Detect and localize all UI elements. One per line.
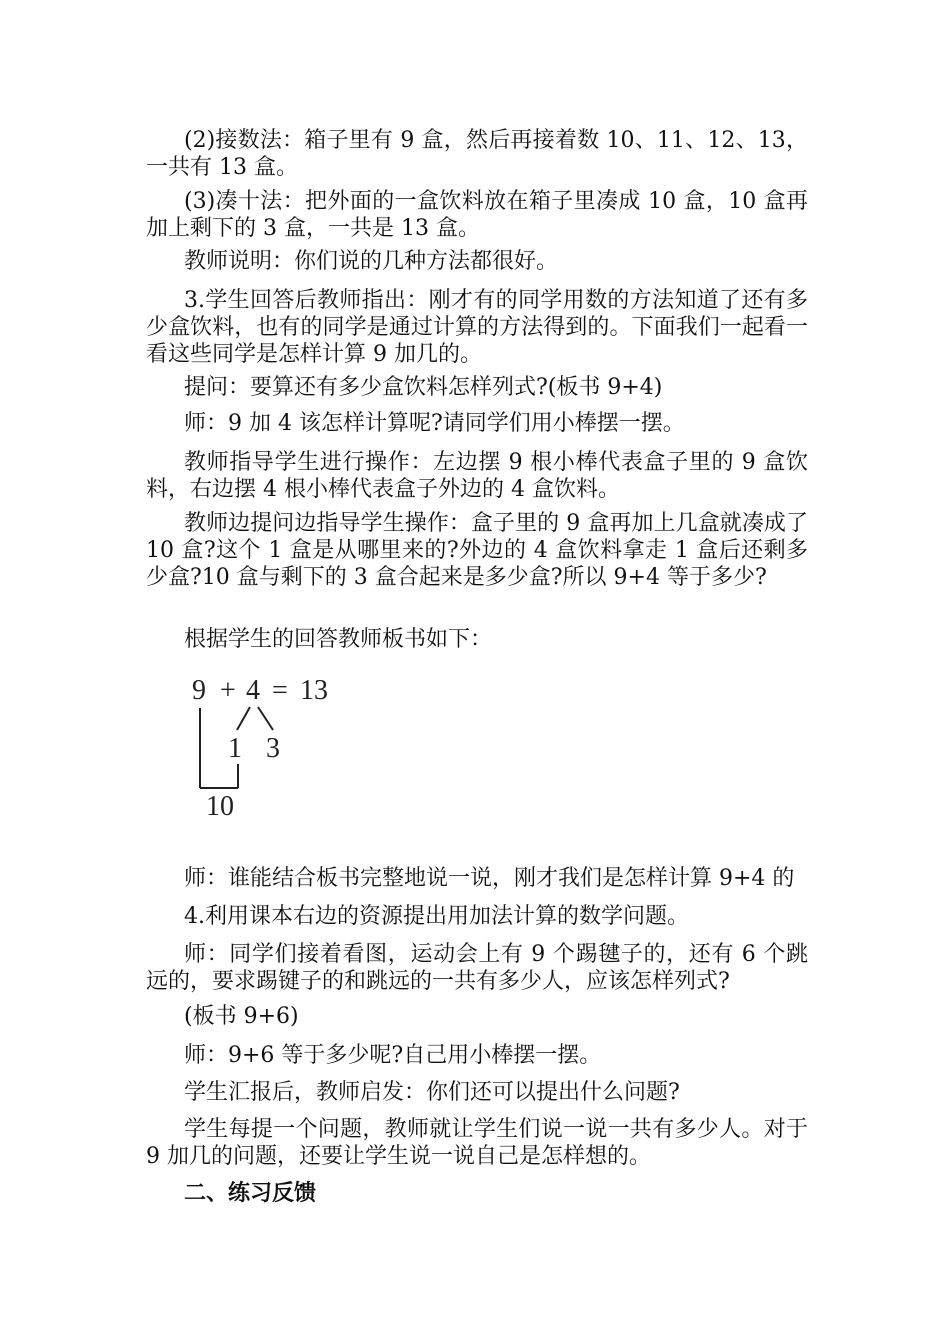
paragraph-9-plus-6: 师：9+6 等于多少呢?自己用小棒摆一摆。 [184,1043,602,1068]
paragraph-guide-operation: 教师指导学生进行操作：左边摆 9 根小棒代表盒子里的 9 盒饮料，右边摆 4 根小棒代表盒子外边的 4 盒饮料。 [146,450,808,502]
paragraph-board-intro: 根据学生的回答教师板书如下： [184,627,493,652]
board-split-1: 1 [228,733,242,764]
board-result-13: 13 [300,675,328,706]
paragraph-teacher-inspire: 学生汇报后，教师启发：你们还可以提出什么问题? [184,1080,680,1105]
paragraph-question: 提问：要算还有多少盒饮料怎样列式?(板书 9+4) [184,375,663,400]
paragraph-method-counting-on: (2)接数法：箱子里有 9 盒，然后再接着数 10、11、12、13，一共有 13 盒。 [146,128,808,180]
paragraph-teacher-summary: 师：谁能结合板书完整地说一说，刚才我们是怎样计算 9+4 的 [184,866,795,891]
paragraph-teacher-ask: 师：9 加 4 该怎样计算呢?请同学们用小棒摆一摆。 [184,411,685,436]
board-equals-sign: = [272,675,288,706]
paragraph-student-questions: 学生每提一个问题，教师就让学生们说一说一共有多少人。对于 9 加几的问题，还要让学生说一说自己是怎样想的。 [146,1117,808,1169]
paragraph-step-4: 4.利用课本右边的资源提出用加法计算的数学问题。 [184,904,689,929]
board-number-4: 4 [246,675,260,706]
paragraph-step-3: 3.学生回答后教师指出：刚才有的同学用数的方法知道了还有多少盒饮料，也有的同学是通过计算的方法得到的。下面我们一起看一看这些同学是怎样计算 9 加几的。 [146,288,808,367]
paragraph-teacher-remark: 教师说明：你们说的几种方法都很好。 [184,249,559,274]
board-plus-sign: + [220,675,236,706]
board-sum-10: 10 [206,791,234,822]
board-diagram [186,672,346,832]
paragraph-sports-problem: 师：同学们接着看图，运动会上有 9 个踢毽子的，还有 6 个跳远的，要求踢键子的和跳远的一共有多少人，应该怎样列式? [146,942,808,994]
paragraph-board-9-plus-6: (板书 9+6) [184,1004,299,1029]
paragraph-guide-questions: 教师边提问边指导学生操作：盒子里的 9 盒再加上几盒就凑成了 10 盒?这个 1 盒是从哪里来的?外边的 4 盒饮料拿走 1 盒后还剩多少盒?10 盒与剩下的 3 盒合起来是多少盒?所以 9+4 等于多少? [146,511,808,590]
board-number-9: 9 [192,675,206,706]
section-heading-practice: 二、练习反馈 [184,1180,317,1206]
paragraph-make-ten-method: (3)凑十法：把外面的一盒饮料放在箱子里凑成 10 盒，10 盒再加上剩下的 3 盒，一共是 13 盒。 [146,189,808,241]
board-split-3: 3 [266,733,280,764]
